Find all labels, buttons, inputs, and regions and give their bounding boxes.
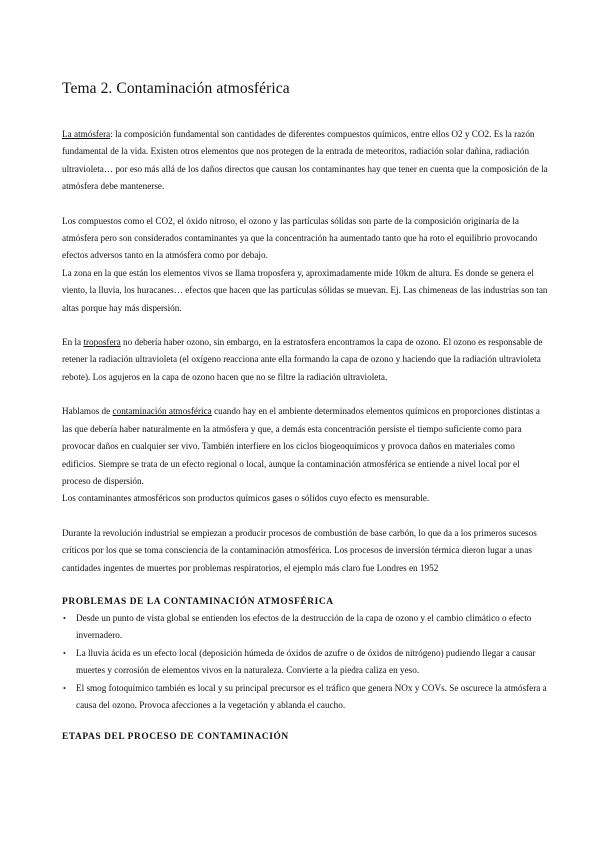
- bullet-icon: •: [63, 613, 66, 623]
- paragraph-ozono-pre: En la: [62, 337, 84, 348]
- document-page: [62, 80, 550, 745]
- paragraph-contaminacion: [62, 403, 550, 490]
- paragraph-contaminacion-text: cuando hay en el ambiente determinados elementos químicos en proporciones distintas a las que debería haber naturalmente en la atmósfera y que, a demás esta concentración persiste el tiempo suficiente como para provocar daños en cualquier ser vivo. También interfiere en los ciclos biogeoquímicos y provoca daños en materiales como edificios. Siempre se trata de un efecto regional o local, aunque la contaminación atmosférica se entiende a nivel local por el proceso de dispersión.: [62, 406, 540, 486]
- section-heading-problemas: PROBLEMAS DE LA CONTAMINACIÓN ATMOSFÉRICA: [62, 596, 334, 607]
- paragraph-atmosfera: [62, 126, 550, 196]
- bullet-icon: •: [63, 648, 66, 658]
- section-heading-etapas: ETAPAS DEL PROCESO DE CONTAMINACIÓN: [62, 732, 289, 743]
- bullet-icon: •: [63, 683, 66, 693]
- paragraph-ozono: [62, 334, 550, 386]
- list-item: [62, 680, 550, 715]
- problemas-list: [62, 610, 550, 714]
- term-atmosfera: La atmósfera: [62, 129, 111, 139]
- list-item-text: Desde un punto de vista global se entienden los efectos de la destrucción de la capa de ozono y el cambio climático o efecto invernadero.: [76, 612, 532, 641]
- term-troposfera: troposfera: [83, 337, 121, 348]
- list-item-text: La lluvia ácida es un efecto local (deposición húmeda de óxidos de azufre o de óxidos de nitrógeno) pudiendo llegar a causar muertes y corrosión de elementos vivos en la naturaleza. Convierte a la piedra caliza en yeso.: [76, 647, 536, 676]
- term-contaminacion-atmosferica: contaminación atmosférica: [112, 406, 212, 417]
- paragraph-troposfera-zona: La zona en la que están los elementos vivos se llama troposfera y, aproximadamente mide 10km de altura. Es donde se genera el viento, la lluvia, los huracanes… efectos que hacen que las partículas sólidas se muevan. Ej. Las chimeneas de las industrias son tan altas porque hay más dispersión.: [62, 267, 548, 313]
- document-title: Tema 2. Contaminación atmosférica: [62, 80, 290, 97]
- list-item: [62, 645, 550, 680]
- list-item: [62, 610, 550, 645]
- list-item-text: El smog fotoquímico también es local y su principal precursor es el tráfico que genera NOx y COVs. Se oscurece la atmósfera a causa del ozono. Provoca afecciones a la vegetación y ablanda el caucho.: [76, 682, 547, 710]
- paragraph-ozono-text: no debería haber ozono, sin embargo, en la estratosfera encontramos la capa de ozono. El ozono es responsable de retener la radiación ultravioleta (el oxígeno reacciona ante ella formando la capa de ozono y haciendo que la radiación ultravioleta rebote). Los agujeros en la capa de ozono hacen que no se filtre la radiación ultravioleta.: [62, 337, 543, 382]
- paragraph-compuestos: Los compuestos como el CO2, el óxido nitroso, el ozono y las partículas sólidas son parte de la composición originaria de la atmósfera pero son considerados contaminantes ya que la concentración ha aumentado tanto que ha roto el equilibrio provocando efectos adversos tanto en la atmósfera como por debajo.: [62, 215, 538, 261]
- paragraph-contaminacion-pre: Hablamos de: [62, 406, 113, 417]
- paragraph-contaminantes: Los contaminantes atmosféricos son productos químicos gases o sólidos cuyo efecto es mensurable.: [62, 493, 430, 504]
- paragraph-atmosfera-text: : la composición fundamental son cantidades de diferentes compuestos químicos, entre ellos O2 y CO2. Es la razón fundamental de la vida. Existen otros elementos que nos protegen de la entrada de meteoritos, radiación solar dañina, radiación ultravioleta… por eso más allá de los daños directos que causan los contaminantes hay que tener en cuenta que la composición de la atmósfera debe mantenerse.: [62, 129, 548, 192]
- paragraph-revolucion-industrial: Durante la revolución industrial se empiezan a producir procesos de combustión de base carbón, lo que da a los primeros sucesos críticos por los que se toma consciencia de la contaminación atmosférica. Los procesos de inversión térmica dieron lugar a unas cantidades ingentes de muertes por problemas respiratorios, el ejemplo más claro fue Londres en 1952: [62, 527, 537, 573]
